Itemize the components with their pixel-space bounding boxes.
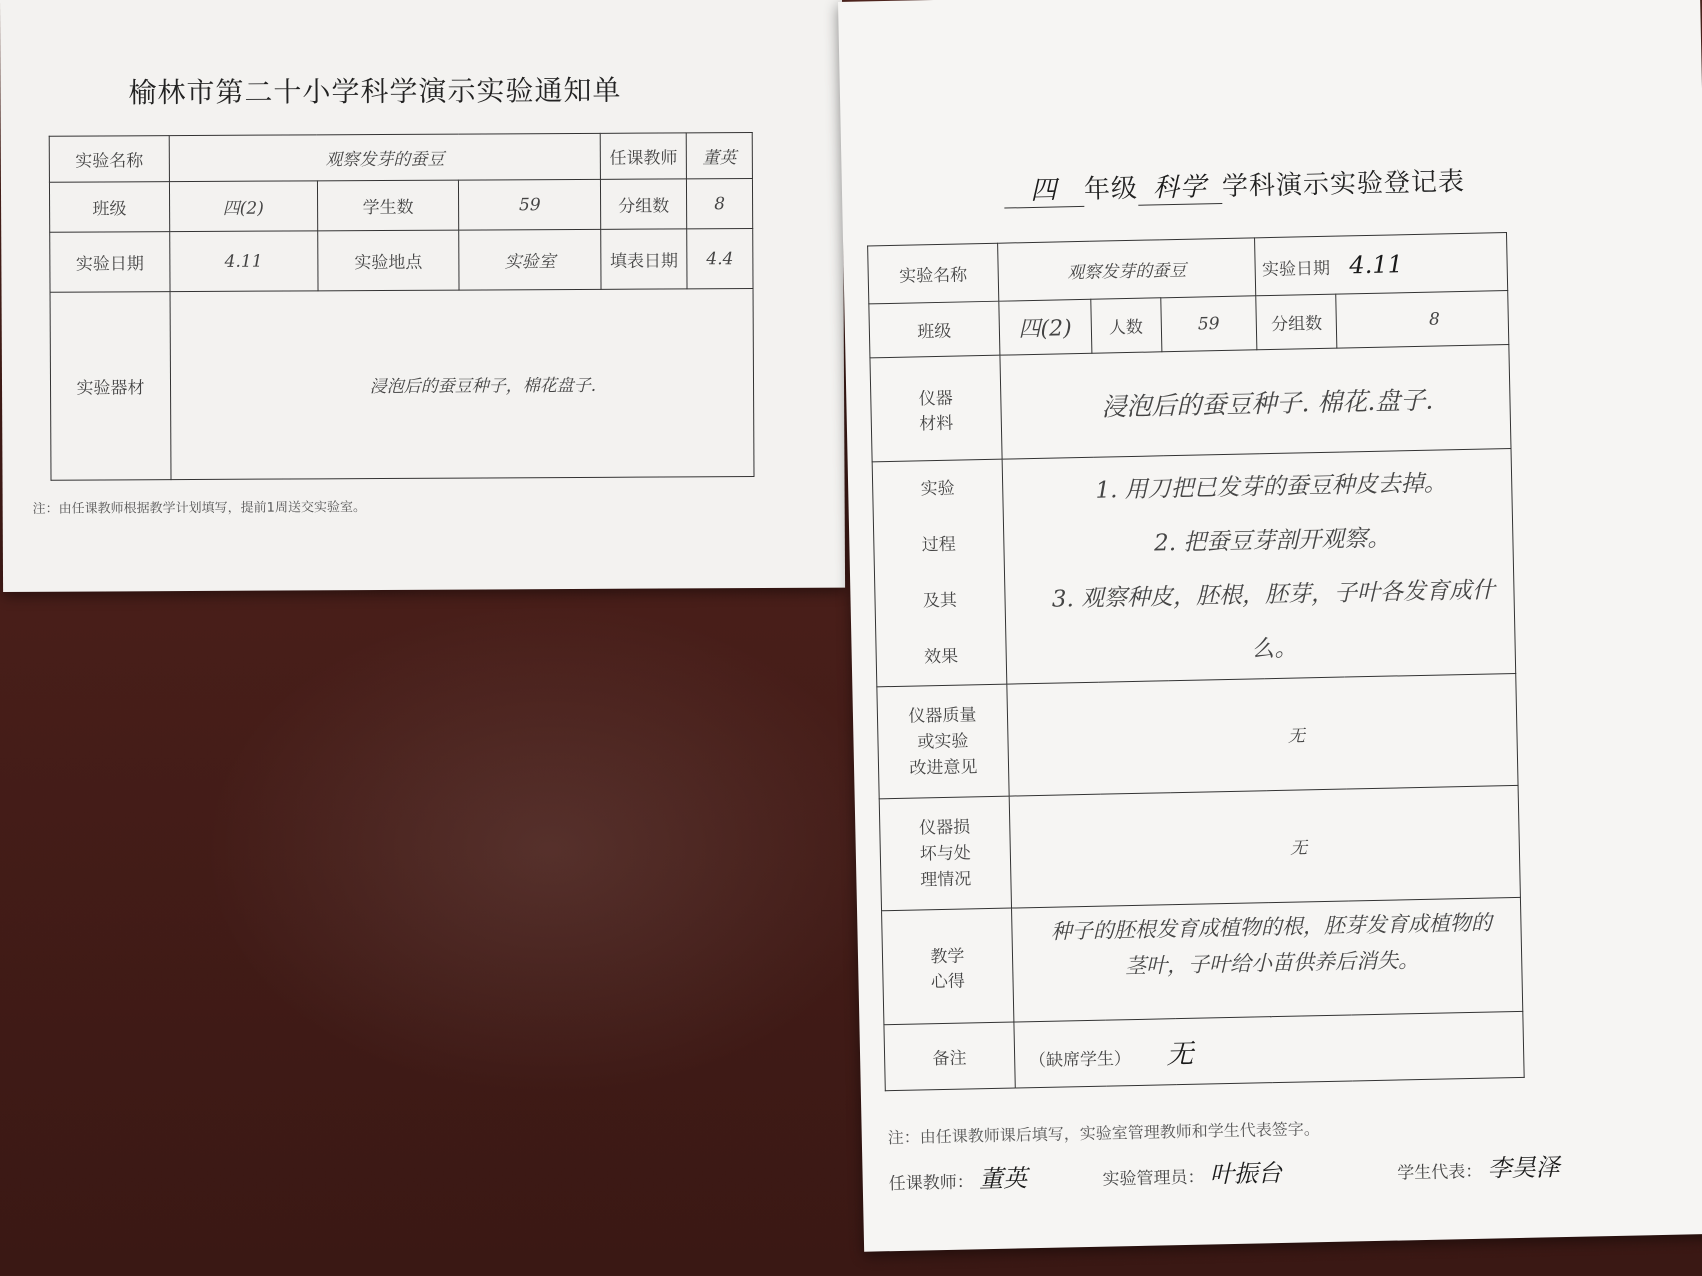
notice-sheet	[0, 0, 845, 592]
register-value-materials: 浸泡后的蚕豆种子. 棉花.盘子.	[1000, 345, 1511, 460]
notice-value-fill-date: 4.4	[687, 229, 753, 289]
register-label-quality-line1: 仪器质量	[908, 704, 977, 727]
register-title-subject: 科学	[1138, 166, 1223, 206]
register-label-remarks: 备注	[884, 1022, 1015, 1091]
register-value-process	[1002, 449, 1516, 685]
register-label-absent: （缺席学生）	[1028, 1049, 1132, 1072]
notice-label-date: 实验日期	[50, 232, 170, 293]
register-label-materials-line1: 仪器	[918, 388, 953, 409]
notice-label-name: 实验名称	[49, 136, 169, 183]
register-label-damage-line3: 理情况	[920, 868, 972, 890]
register-title-grade-suffix: 年级	[1083, 173, 1139, 205]
register-label-reflection	[882, 908, 1014, 1025]
register-value-people: 59	[1160, 296, 1257, 352]
notice-value-materials: 浸泡后的蚕豆种子，棉花盘子.	[170, 289, 754, 480]
register-value-groups: 8	[1336, 291, 1509, 349]
register-label-process-line4: 效果	[923, 646, 959, 668]
register-value-absent: 无	[1165, 1038, 1194, 1071]
signature-admin: 叶振台	[1209, 1158, 1283, 1189]
notice-value-teacher: 董英	[686, 133, 752, 179]
notice-label-groups: 分组数	[601, 179, 687, 229]
register-label-damage	[879, 796, 1011, 911]
notice-value-location: 实验室	[459, 229, 601, 290]
register-label-date: 实验日期	[1261, 258, 1331, 280]
register-label-reflection-line2: 心得	[930, 971, 966, 992]
register-label-groups: 分组数	[1256, 294, 1337, 350]
register-date-cell	[1255, 233, 1508, 296]
signature-student: 李昊泽	[1487, 1153, 1560, 1183]
register-sheet	[838, 0, 1702, 1252]
register-label-quality-line3: 改进意见	[909, 756, 978, 779]
signature-teacher: 董英	[978, 1164, 1028, 1194]
register-label-reflection-line1: 教学	[930, 946, 965, 967]
notice-value-groups: 8	[686, 179, 752, 229]
notice-value-class: 四(2)	[169, 181, 317, 232]
register-label-materials	[870, 355, 1002, 462]
register-label-damage-line2: 坏与处	[919, 842, 971, 864]
notice-label-class: 班级	[49, 182, 169, 233]
register-table	[867, 232, 1525, 1091]
register-label-people: 人数	[1090, 298, 1161, 353]
signature-student-label: 学生代表：	[1397, 1161, 1483, 1184]
register-label-materials-line2: 材料	[919, 413, 954, 434]
register-remarks-cell	[1014, 1011, 1525, 1088]
register-label-damage-line1: 仪器损	[918, 816, 971, 838]
desk-surface	[200, 600, 900, 1100]
notice-value-students: 59	[459, 179, 601, 230]
register-value-name: 观察发芽的蚕豆	[997, 238, 1256, 301]
register-footnote: 注：由任课教师课后填写，实验室管理教师和学生代表签字。	[887, 1119, 1320, 1148]
register-value-class: 四(2)	[999, 299, 1092, 355]
process-step: 3. 观察种皮，胚根，胚芽，子叶各发育成什么。	[1051, 577, 1496, 663]
register-title-suffix: 学科演示实验登记表	[1221, 166, 1466, 202]
notice-label-students: 学生数	[317, 180, 459, 231]
register-label-quality	[877, 684, 1009, 799]
signature-row	[888, 1147, 1560, 1196]
register-label-process-line2: 过程	[921, 534, 956, 556]
register-label-quality-line2: 或实验	[917, 730, 969, 752]
notice-label-fill-date: 填表日期	[601, 229, 687, 289]
notice-value-name: 观察发芽的蚕豆	[169, 133, 601, 181]
register-value-quality: 无	[1007, 673, 1518, 796]
signature-teacher-label: 任课教师：	[888, 1172, 974, 1195]
notice-value-date: 4.11	[170, 231, 318, 292]
register-title-grade: 四	[1004, 169, 1085, 209]
register-label-process	[872, 459, 1006, 687]
notice-table	[49, 132, 755, 481]
register-label-name: 实验名称	[868, 243, 999, 304]
register-value-date: 4.11	[1349, 249, 1404, 279]
process-step: 1. 用刀把已发芽的蚕豆种皮去掉。	[1095, 470, 1447, 504]
notice-label-materials: 实验器材	[50, 292, 171, 481]
register-label-process-line1: 实验	[920, 478, 955, 500]
process-step: 2. 把蚕豆芽剖开观察。	[1153, 525, 1391, 557]
register-label-class: 班级	[869, 301, 1000, 358]
register-label-process-line3: 及其	[922, 590, 958, 612]
notice-label-location: 实验地点	[317, 230, 459, 291]
signature-admin-label: 实验管理员：	[1102, 1167, 1205, 1190]
notice-title: 榆林市第二十小学科学演示实验通知单	[128, 73, 622, 110]
register-value-reflection: 种子的胚根发育成植物的根，胚芽发育成植物的茎叶，子叶给小苗供养后消失。	[1011, 897, 1523, 1022]
notice-footnote: 注：由任课教师根据教学计划填写，提前1周送交实验室。	[32, 500, 366, 517]
register-title	[1004, 161, 1466, 209]
register-value-damage: 无	[1009, 785, 1520, 908]
notice-label-teacher: 任课教师	[600, 133, 686, 179]
